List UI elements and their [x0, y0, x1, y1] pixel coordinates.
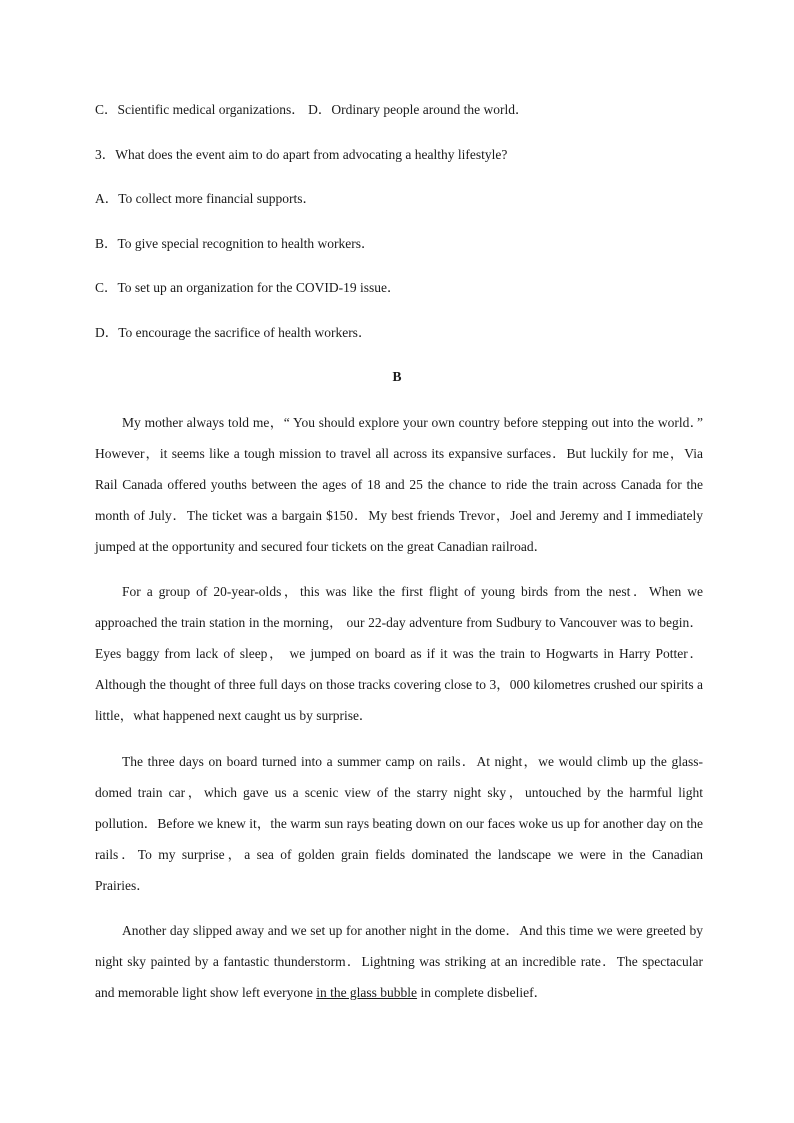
question-3-option-a: A．To collect more financial supports． — [95, 191, 316, 206]
passage-paragraph-4 — [95, 915, 703, 1008]
passage-paragraph-3: The three days on board turned into a summer camp on rails．At night，we would climb up the glass-domed train car，which gave us a scenic view of the starry night sky，untouched by the harmful light pollution．Before we knew it，the warm sun rays beating down on our faces woke us up for another day on the rails．To my surprise，a sea of golden grain fields dominated the landscape we were in the Canadian Prairies． — [95, 754, 703, 893]
question-3-stem: 3．What does the event aim to do apart from advocating a healthy lifestyle? — [95, 147, 508, 162]
question-2-options-cd: C．Scientific medical organizations． D．Ordinary people around the world． — [95, 102, 529, 117]
section-heading: B — [392, 369, 402, 384]
question-3-option-b: B．To give special recognition to health workers． — [95, 236, 375, 251]
paragraph-4-text-before: Another day slipped away and we set up for another night in the dome．And this time we were greeted by night sky painted by a fantastic thunderstorm．Lightning was striking at an incredible rate．The spectacular and memorable light show left everyone — [95, 923, 703, 1000]
question-3-option-c: C．To set up an organization for the COVID-19 issue． — [95, 280, 401, 295]
question-3-option-d: D．To encourage the sacrifice of health workers． — [95, 325, 372, 340]
underlined-phrase: in the glass bubble — [316, 985, 418, 1000]
passage-paragraph-1: My mother always told me，“ You should explore your own country before stepping out into the world．” However，it seems like a tough mission to travel all across its expansive surfaces．But luckily for me，Via Rail Canada offered youths between the ages of 18 and 25 the chance to ride the train across Canada for the month of July．The ticket was a bargain $150．My best friends Trevor，Joel and Jeremy and I immediately jumped at the opportunity and secured four tickets on the great Canadian railroad． — [95, 415, 703, 554]
paragraph-4-text-after: in complete disbelief． — [417, 985, 548, 1000]
passage-paragraph-2: For a group of 20-year-olds，this was like the first flight of young birds from the nest．When we approached the train station in the morning， our 22-day adventure from Sudbury to Vancouver was to begin．Eyes baggy from lack of sleep， we jumped on board as if it was the train to Hogwarts in Harry Potter．Although the thought of three full days on those tracks covering close to 3，000 kilometres crushed our spirits a little，what happened next caught us by surprise． — [95, 584, 703, 723]
